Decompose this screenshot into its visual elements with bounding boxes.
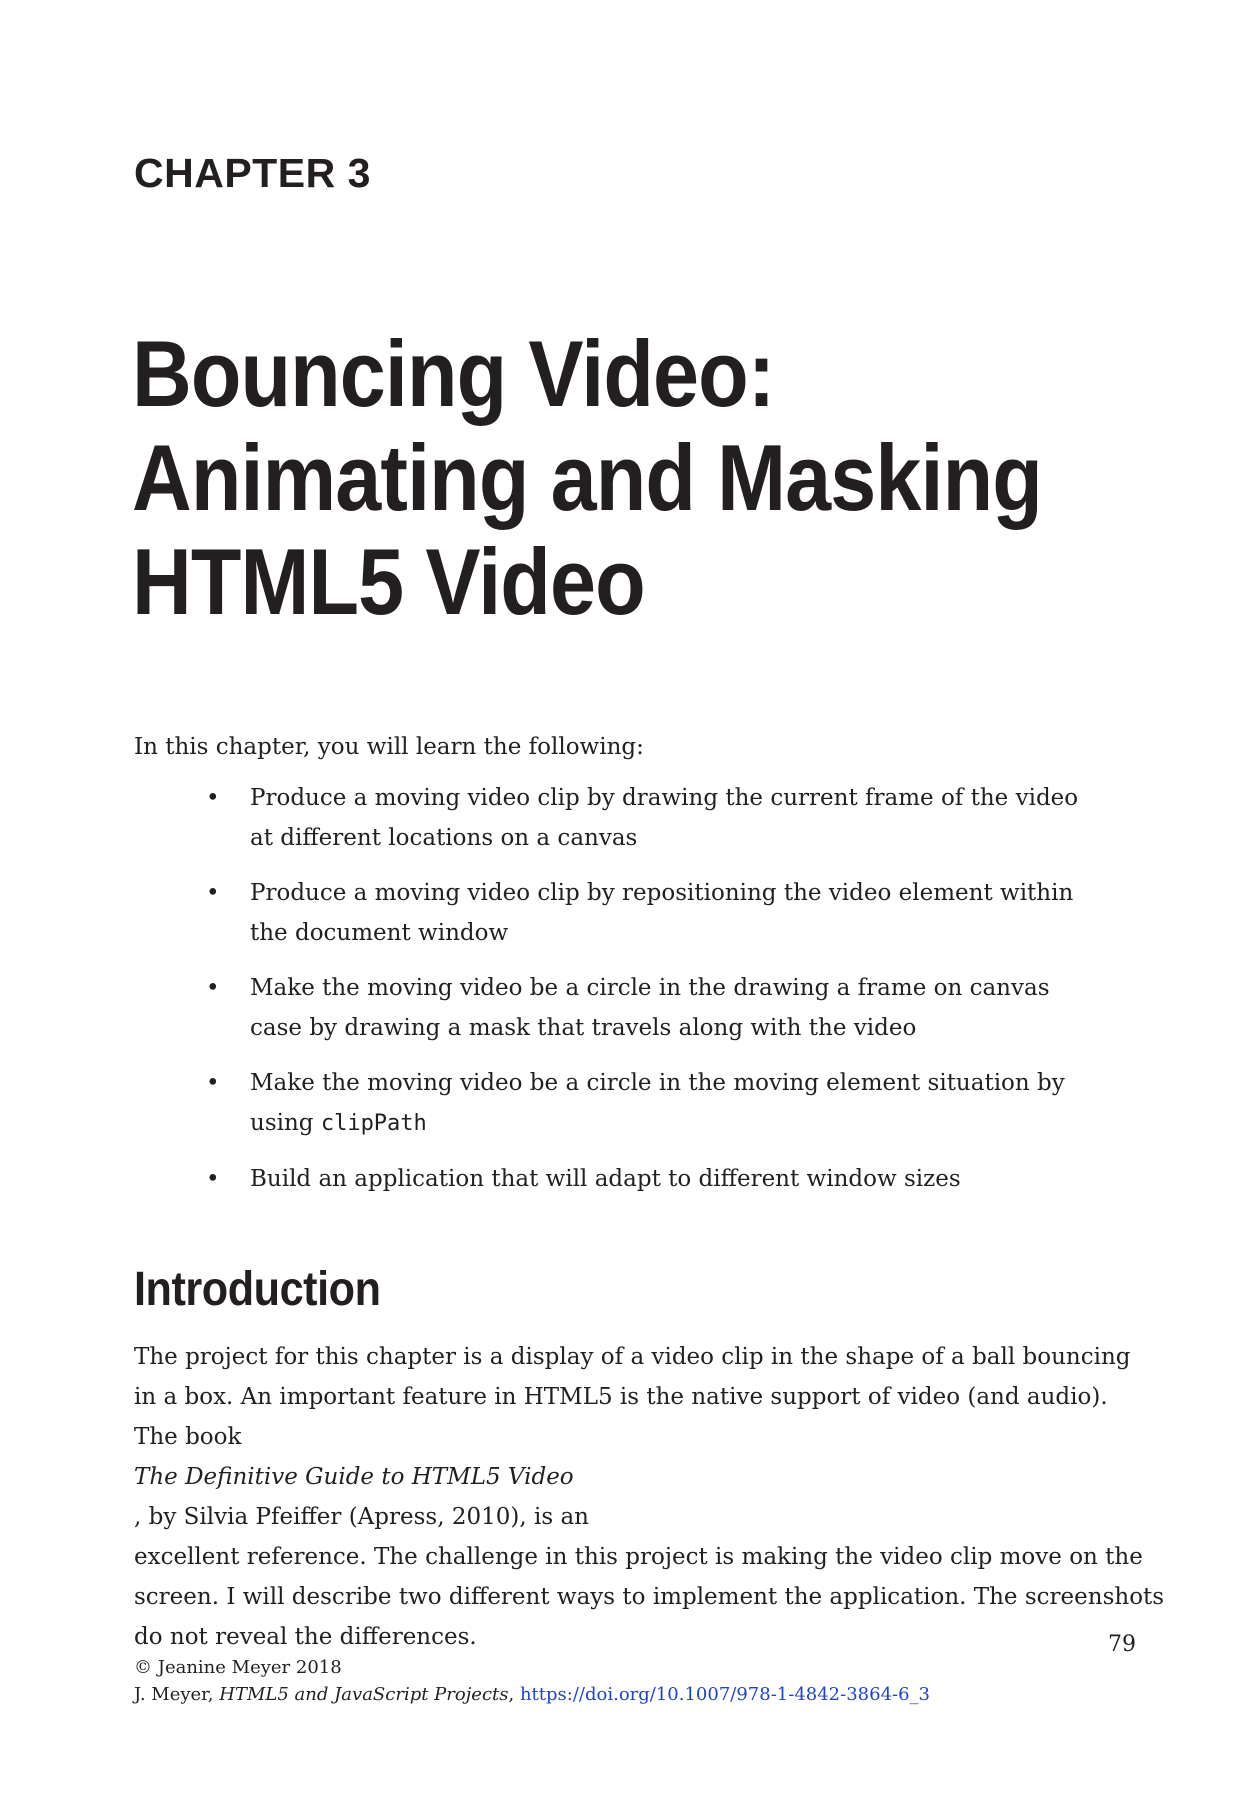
bullet-icon: • xyxy=(206,785,220,811)
bullet-icon: • xyxy=(206,1166,220,1192)
chapter-label: CHAPTER 3 xyxy=(134,150,371,196)
paragraph-line: screen. I will describe two different ways to implement the application. The screenshots xyxy=(134,1584,1165,1610)
section-heading: Introduction xyxy=(134,1263,381,1316)
chapter-title-line: Animating and Masking xyxy=(132,425,1042,530)
paragraph-line: The project for this chapter is a display of a video clip in the shape of a ball bouncing xyxy=(134,1344,1131,1370)
chapter-title-line: Bouncing Video: xyxy=(132,321,775,426)
bullet-icon: • xyxy=(206,880,220,906)
objective-text: Produce a moving video clip by drawing the current frame of the video at different locations on a canvas xyxy=(250,785,1079,851)
paragraph-line: excellent reference. The challenge in this project is making the video clip move on the xyxy=(134,1544,1143,1570)
bullet-icon: • xyxy=(206,975,220,1001)
citation-author: J. Meyer, xyxy=(134,1684,220,1705)
paragraph-line: in a box. An important feature in HTML5 is the native support of video (and audio). xyxy=(134,1384,1108,1410)
objective-item xyxy=(134,968,1094,1048)
objective-item xyxy=(134,873,1094,953)
citation xyxy=(134,1681,930,1708)
objective-text xyxy=(250,1063,1094,1144)
objective-text: Make the moving video be a circle in the drawing a frame on canvas case by drawing a mask that travels along with the video xyxy=(250,975,1050,1041)
doi-link[interactable]: https://doi.org/10.1007/978-1-4842-3864-6_3 xyxy=(519,1684,931,1705)
page-number: 79 xyxy=(1108,1632,1136,1657)
copyright-notice: © Jeanine Meyer 2018 xyxy=(134,1657,342,1678)
learning-objectives-list xyxy=(134,778,1094,1214)
paragraph-text: , by Silvia Pfeiffer (Apress, 2010), is an xyxy=(134,1504,589,1530)
paragraph-text: The book xyxy=(134,1424,242,1450)
book-title: The Definitive Guide to HTML5 Video xyxy=(134,1464,574,1490)
citation-book-title: HTML5 and JavaScript Projects xyxy=(219,1684,509,1705)
objective-item xyxy=(134,778,1094,858)
learning-intro: In this chapter, you will learn the following: xyxy=(134,734,644,760)
objective-text: Build an application that will adapt to different window sizes xyxy=(250,1166,961,1192)
objective-text-part: Make the moving video be a circle in the moving element situation by using xyxy=(250,1070,1065,1136)
paragraph-line: do not reveal the differences. xyxy=(134,1624,477,1650)
intro-paragraph xyxy=(134,1337,1165,1657)
inline-code: clipPath xyxy=(320,1111,427,1136)
citation-separator: , xyxy=(508,1684,520,1705)
chapter-title-line: HTML5 Video xyxy=(132,529,645,634)
objective-item xyxy=(134,1159,1094,1199)
paragraph-line xyxy=(134,1417,1144,1537)
bullet-icon: • xyxy=(206,1070,220,1096)
chapter-title xyxy=(132,321,1042,634)
objective-item xyxy=(134,1063,1094,1144)
page-footer xyxy=(134,1654,930,1708)
objective-text: Produce a moving video clip by repositioning the video element within the document window xyxy=(250,880,1074,946)
